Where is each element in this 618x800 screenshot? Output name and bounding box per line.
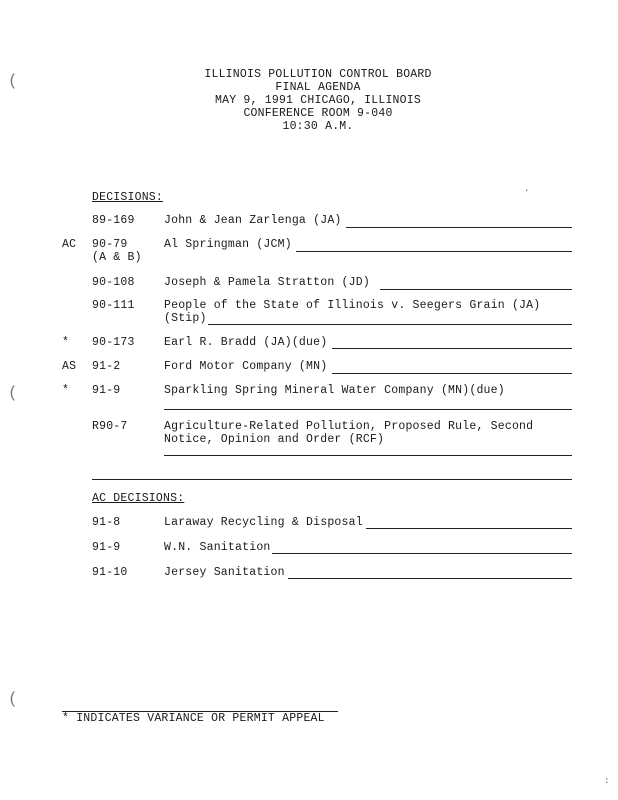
case-number: 91-2 (92, 360, 121, 373)
case-title: Jersey Sanitation (164, 566, 285, 579)
case-mark: * (62, 384, 70, 397)
decision-line (272, 553, 572, 554)
scan-mark-icon: ( (8, 384, 18, 402)
agenda-title: FINAL AGENDA (275, 81, 361, 94)
case-title: W.N. Sanitation (164, 541, 271, 554)
decision-line (288, 578, 572, 579)
decision-line (332, 348, 572, 349)
section-title-ac-decisions: AC DECISIONS: (92, 492, 185, 505)
scan-speck-icon: · (524, 186, 530, 196)
section-title-decisions: DECISIONS: (92, 191, 164, 204)
case-title: Laraway Recycling & Disposal (164, 516, 363, 529)
decision-line (346, 227, 572, 228)
agenda-header (0, 68, 618, 133)
section-divider (92, 479, 572, 480)
decision-line (208, 324, 572, 325)
decision-line (366, 528, 572, 529)
board-name: ILLINOIS POLLUTION CONTROL BOARD (204, 68, 432, 81)
case-title: Al Springman (JCM) (164, 238, 292, 251)
decision-line (164, 455, 572, 456)
case-number: 91-10 (92, 566, 128, 579)
decision-line (380, 289, 572, 290)
case-title: John & Jean Zarlenga (JA) (164, 214, 342, 227)
case-title-continued: (Stip) (164, 312, 207, 325)
case-number-suffix: (A & B) (92, 251, 142, 264)
conference-room: CONFERENCE ROOM 9-040 (243, 107, 393, 120)
case-number: 89-169 (92, 214, 135, 227)
case-mark: AC (62, 238, 77, 251)
case-number: R90-7 (92, 420, 128, 433)
case-number: 90-79 (92, 238, 128, 251)
case-mark: * (62, 336, 70, 349)
case-number: 91-9 (92, 541, 121, 554)
case-title-continued: Notice, Opinion and Order (RCF) (164, 433, 385, 446)
case-title: People of the State of Illinois v. Seegers Grain (JA) (164, 299, 541, 312)
case-mark: AS (62, 360, 77, 373)
case-title: Agriculture-Related Pollution, Proposed Rule, Second (164, 420, 534, 433)
scan-mark-icon: ( (8, 72, 18, 90)
case-number: 90-173 (92, 336, 135, 349)
case-number: 91-8 (92, 516, 121, 529)
footer-note: * INDICATES VARIANCE OR PERMIT APPEAL (62, 712, 325, 725)
case-number: 90-111 (92, 299, 135, 312)
scan-mark-icon: ( (8, 690, 18, 708)
meeting-date-location: MAY 9, 1991 CHICAGO, ILLINOIS (215, 94, 421, 107)
decision-line (332, 373, 572, 374)
decision-line (296, 251, 572, 252)
case-number: 90-108 (92, 276, 135, 289)
case-title: Earl R. Bradd (JA)(due) (164, 336, 328, 349)
case-title: Joseph & Pamela Stratton (JD) (164, 276, 370, 289)
case-title: Ford Motor Company (MN) (164, 360, 328, 373)
decision-line (164, 409, 572, 410)
scan-speck-icon: : (604, 776, 610, 786)
case-number: 91-9 (92, 384, 121, 397)
case-title: Sparkling Spring Mineral Water Company (MN)(due) (164, 384, 505, 397)
meeting-time: 10:30 A.M. (282, 120, 354, 133)
